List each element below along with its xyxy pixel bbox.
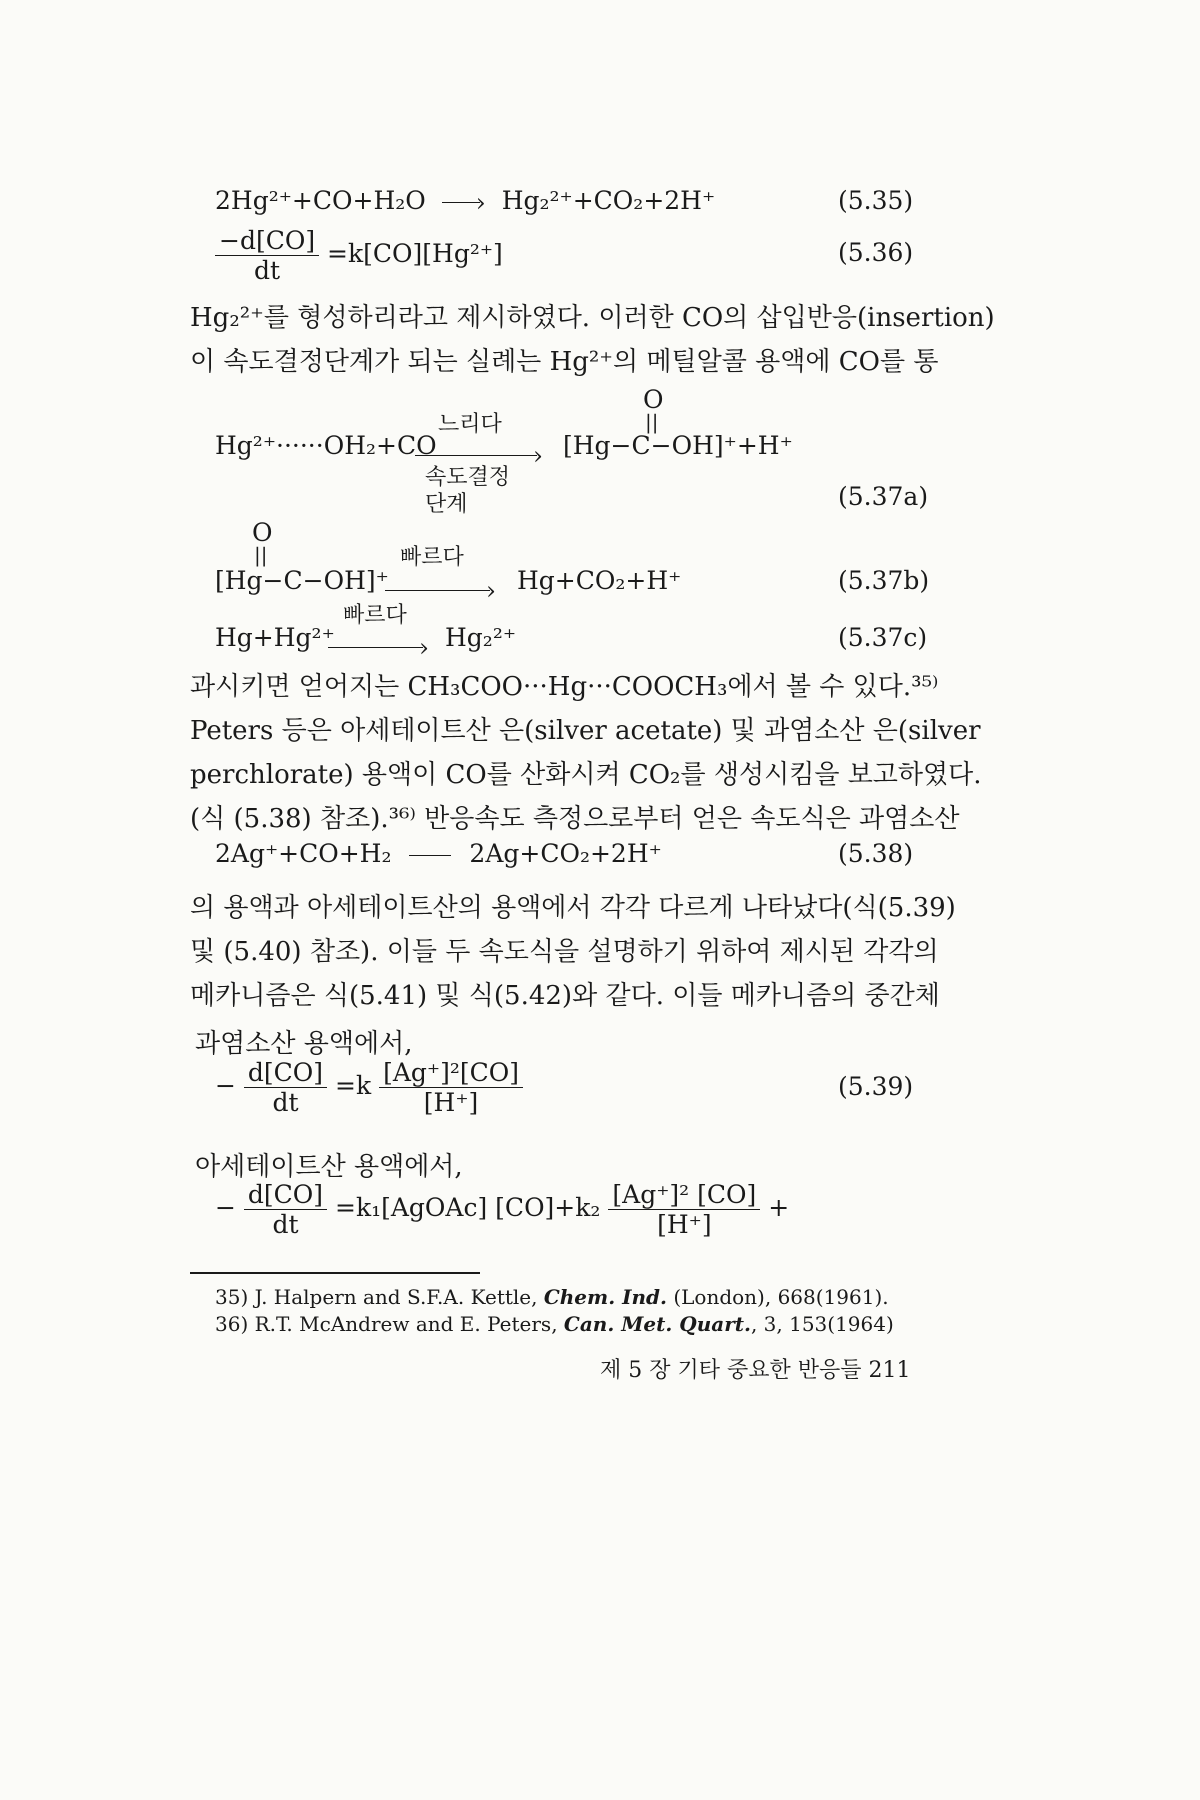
arrow-label-step: 단계	[425, 492, 468, 517]
journal-name: Chem. Ind.	[543, 1285, 667, 1309]
text-line: 메카니즘은 식(5.41) 및 식(5.42)와 같다. 이들 메카니즘의 중간체	[190, 981, 940, 1011]
equation-number: (5.39)	[838, 1072, 914, 1101]
arrow-label-fast: 빠르다	[400, 545, 464, 570]
equation-5-38	[215, 839, 662, 868]
equals-k: =k	[335, 1071, 372, 1100]
paragraph-1	[190, 296, 995, 384]
concentration-fraction	[608, 1180, 760, 1239]
eq-5-37c-lhs: Hg+Hg²⁺	[215, 623, 335, 652]
footnote-text: 35) J. Halpern and S.F.A. Kettle,	[215, 1285, 544, 1309]
reaction-line	[409, 855, 451, 856]
text-line: 및 (5.40) 참조). 이들 두 속도식을 설명하기 위하여 제시된 각각의	[190, 937, 939, 967]
equation-number: (5.37a)	[838, 482, 929, 511]
eq-5-37c-rhs: Hg₂²⁺	[445, 623, 517, 652]
eq-5-37a-rhs: [Hg−C−OH]⁺+H⁺	[563, 431, 793, 460]
equation-number: (5.38)	[838, 839, 914, 868]
arrow-label-slow: 느리다	[438, 412, 502, 437]
equation-number: (5.36)	[838, 238, 914, 267]
section-label-perchlorate: 과염소산 용액에서,	[195, 1029, 413, 1059]
minus-sign: −	[215, 1071, 236, 1100]
text-line: 과시키면 얻어지는 CH₃COO···Hg···COOCH₃에서 볼 수 있다.³⁵⁾	[190, 672, 939, 702]
footnote-36-line	[215, 1312, 894, 1336]
fraction-denominator: [H⁺]	[423, 1088, 479, 1117]
footnote-35-line	[215, 1285, 889, 1309]
reaction-arrow: ›	[415, 441, 543, 470]
arrow-label-fast: 빠르다	[343, 603, 407, 628]
arrow-label-rate-determining: 속도결정	[425, 465, 511, 490]
double-bond: ||	[645, 410, 659, 434]
rate-fraction	[244, 1058, 327, 1117]
eq-5-35-rhs: Hg₂²⁺+CO₂+2H⁺	[501, 186, 716, 215]
reaction-arrow: ›	[328, 633, 429, 662]
eq-5-36-rhs: =k[CO][Hg²⁺]	[327, 239, 503, 268]
text-line: 이 속도결정단계가 되는 실례는 Hg²⁺의 메틸알콜 용액에 CO를 통	[190, 347, 939, 377]
footnote-text: , 3, 153(1964)	[750, 1312, 894, 1336]
equation-5-35	[215, 186, 715, 217]
text-line: Peters 등은 아세테이트산 은(silver acetate) 및 과염소산 은(silver	[190, 716, 981, 746]
rate-fraction	[215, 226, 319, 285]
eq-5-37b-rhs: Hg+CO₂+H⁺	[517, 566, 682, 595]
equation-5-39	[215, 1058, 523, 1117]
paragraph-2	[190, 665, 990, 841]
fraction-denominator: dt	[272, 1210, 299, 1239]
equation-5-36	[215, 226, 503, 285]
equation-5-40	[215, 1180, 789, 1239]
equation-number: (5.37b)	[838, 566, 930, 595]
eq-5-37b-lhs: [Hg−C−OH]⁺	[215, 566, 389, 595]
fraction-denominator: dt	[254, 256, 281, 285]
double-bond: ||	[254, 543, 268, 567]
footnote-text: 36) R.T. McAndrew and E. Peters,	[215, 1312, 564, 1336]
fraction-numerator: −d[CO]	[215, 226, 319, 256]
fraction-denominator: [H⁺]	[657, 1210, 712, 1239]
text-line: (식 (5.38) 참조).³⁶⁾ 반응속도 측정으로부터 얻은 속도식은 과염소산	[190, 804, 960, 834]
rate-terms: =k₁[AgOAc] [CO]+k₂	[335, 1193, 601, 1222]
fraction-numerator: [Ag⁺]² [CO]	[608, 1180, 760, 1210]
fraction-denominator: dt	[272, 1088, 299, 1117]
carbonyl-oxygen: O	[252, 518, 273, 547]
section-label-acetate: 아세테이트산 용액에서,	[195, 1152, 463, 1182]
text-line: perchlorate) 용액이 CO를 산화시켜 CO₂를 생성시킴을 보고하였다.	[190, 760, 982, 790]
paragraph-3	[190, 886, 990, 1018]
reaction-arrow: ›	[442, 186, 494, 215]
text-line: 의 용액과 아세테이트산의 용액에서 각각 다르게 나타났다(식(5.39)	[190, 893, 956, 923]
eq-5-38-lhs: 2Ag⁺+CO+H₂	[215, 839, 392, 868]
equation-number: (5.35)	[838, 186, 914, 215]
footnote-text: (London), 668(1961).	[666, 1285, 889, 1309]
equation-number: (5.37c)	[838, 623, 928, 652]
carbonyl-oxygen: O	[643, 385, 664, 414]
eq-5-38-rhs: 2Ag+CO₂+2H⁺	[469, 839, 662, 868]
minus-sign: −	[215, 1193, 236, 1222]
reaction-arrow: ›	[385, 576, 496, 605]
fraction-numerator: d[CO]	[244, 1058, 327, 1088]
concentration-fraction	[379, 1058, 523, 1117]
text-line: Hg₂²⁺를 형성하리라고 제시하였다. 이러한 CO의 삽입반응(insertion)	[190, 303, 995, 333]
fraction-numerator: d[CO]	[244, 1180, 327, 1210]
fraction-numerator: [Ag⁺]²[CO]	[379, 1058, 523, 1088]
footnote-rule	[190, 1272, 480, 1274]
eq-5-35-lhs: 2Hg²⁺+CO+H₂O	[215, 186, 426, 215]
eq-5-37a-lhs: Hg²⁺······OH₂+CO	[215, 431, 437, 460]
page-footer: 제 5 장 기타 중요한 반응들 211	[600, 1358, 911, 1383]
journal-name: Can. Met. Quart.	[563, 1312, 751, 1336]
rate-fraction	[244, 1180, 327, 1239]
plus-sign: +	[768, 1193, 790, 1222]
